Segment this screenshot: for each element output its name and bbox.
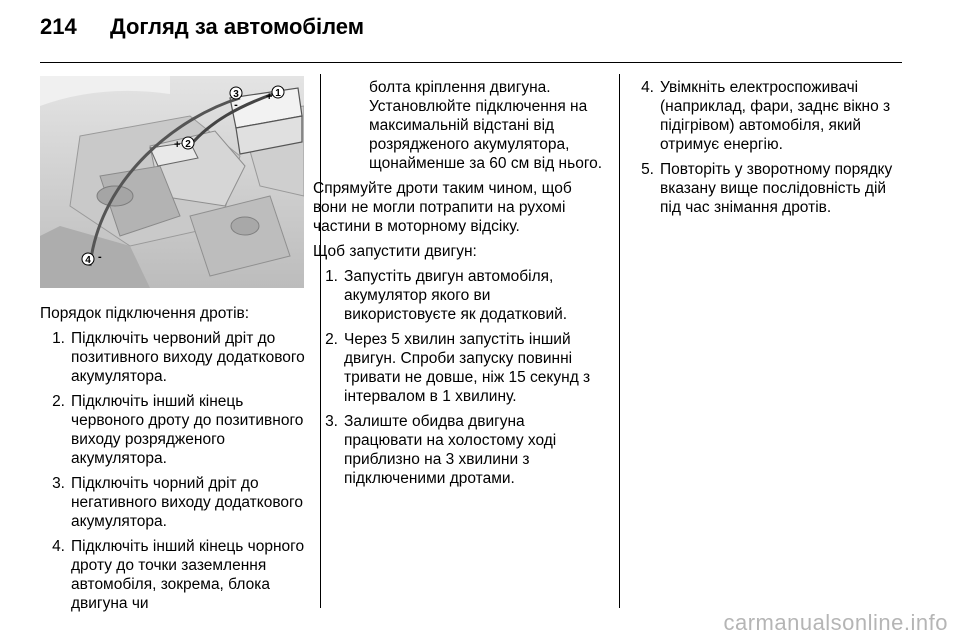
step-number: 2.	[52, 393, 65, 410]
page-header	[40, 14, 364, 40]
page-title: Догляд за автомобілем	[110, 14, 365, 39]
step-text: Запустіть двигун автомобіля, акумулятор якого ви використовуєте як додатковий.	[344, 268, 568, 323]
callout-1: 1	[275, 88, 281, 99]
finish-steps	[636, 78, 908, 217]
callout-3-sign: -	[234, 99, 238, 111]
connection-order-intro: Порядок підключення дротів:	[40, 305, 250, 322]
connection-steps	[40, 329, 312, 613]
step-number: 4.	[52, 538, 65, 555]
list-item	[47, 392, 312, 468]
list-item	[47, 329, 312, 386]
list-item	[636, 160, 908, 217]
start-engine-intro: Щоб запустити двигун:	[313, 243, 477, 260]
column-1	[40, 304, 312, 619]
callout-4-sign: -	[98, 251, 102, 263]
step-number: 4.	[641, 79, 654, 96]
engine-bay-illustration	[40, 76, 304, 288]
callout-3: 3	[233, 89, 239, 100]
page-number: 214	[40, 14, 77, 39]
list-item	[636, 78, 908, 154]
column-divider	[619, 74, 620, 608]
list-item	[320, 412, 605, 488]
list-item	[47, 537, 312, 613]
step-number: 3.	[52, 475, 65, 492]
list-item	[47, 474, 312, 531]
column-3	[636, 78, 908, 223]
list-item	[320, 267, 605, 324]
step-text: Підключіть інший кінець чорного дроту до точки заземлення автомобіля, зокрема, блока двигуна чи	[71, 538, 305, 612]
step-4-continuation: болта кріплення двигуна. Установлюйте підключення на максимальній відстані від розрядженого акумулятора, щонайменше за 60 см від нього.	[369, 79, 603, 172]
column-2	[313, 78, 605, 494]
engine-bay-drawing	[40, 76, 304, 288]
step-number: 1.	[52, 330, 65, 347]
step-text: Підключіть інший кінець червоного дроту до позитивного виходу розрядженого акумулятора.	[71, 393, 304, 467]
callout-4: 4	[85, 255, 91, 266]
watermark: carmanualsonline.info	[723, 610, 948, 635]
step-number: 1.	[325, 268, 338, 285]
callout-2-sign: +	[174, 139, 181, 151]
step-text: Через 5 хвилин запустіть інший двигун. Спроби запуску повинні тривати не довше, ніж 15 секунд з інтервалом в 1 хвилину.	[344, 331, 591, 405]
step-number: 2.	[325, 331, 338, 348]
step-text: Залиште обидва двигуна працювати на холостому ході приблизно на 3 хвилини з підключеними дротами.	[344, 413, 557, 487]
step-text: Підключіть червоний дріт до позитивного виходу додаткового акумулятора.	[71, 330, 305, 385]
callout-2: 2	[185, 139, 191, 150]
step-number: 3.	[325, 413, 338, 430]
header-rule	[40, 62, 902, 63]
list-item	[320, 330, 605, 406]
step-number: 5.	[641, 161, 654, 178]
callout-1-sign: +	[266, 91, 273, 103]
step-text: Увімкніть електроспоживачі (наприклад, фари, заднє вікно з підігрівом) автомобіля, який отримує енергію.	[660, 79, 891, 153]
step-text: Підключіть чорний дріт до негативного виходу додаткового акумулятора.	[71, 475, 303, 530]
cable-routing-note: Спрямуйте дроти таким чином, щоб вони не могли потрапити на рухомі частини в моторному відсіку.	[313, 180, 572, 235]
step-text: Повторіть у зворотному порядку вказану вище послідовність дій під час знімання дротів.	[660, 161, 893, 216]
start-steps	[313, 267, 605, 488]
